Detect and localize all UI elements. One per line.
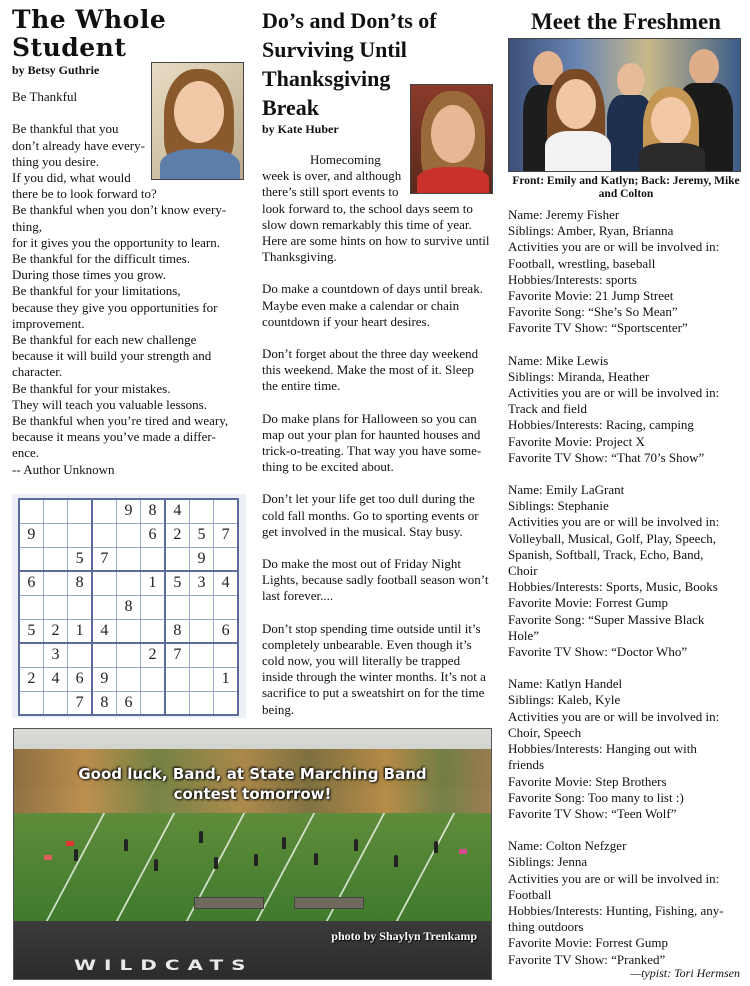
sudoku-cell: 1: [214, 667, 238, 691]
sudoku-cell: 8: [92, 691, 116, 715]
sudoku-cell: 7: [92, 547, 116, 571]
whole-student-byline: by Betsy Guthrie: [12, 63, 100, 77]
profile-line: Activities you are or will be involved in:: [508, 870, 720, 886]
band-photo-credit: photo by Shaylyn Trenkamp: [331, 929, 477, 943]
profile-line: Choir, Speech: [508, 724, 582, 740]
sudoku-cell: [116, 643, 140, 667]
sudoku-cell: 2: [19, 667, 43, 691]
typist-credit: —typist: Tori Hermsen: [630, 966, 740, 980]
sudoku-cell: 7: [68, 691, 92, 715]
intro-rest: look forward to, the school days seem to slow down remarkably this time of year. Here are some hints on how to survive until Thanksgiving.: [262, 200, 490, 265]
profile-line: Name: Mike Lewis: [508, 352, 609, 368]
band-member: [254, 854, 258, 866]
sudoku-cell: [141, 667, 165, 691]
profile-line: Favorite Movie: Project X: [508, 433, 645, 449]
band-member: [394, 855, 398, 867]
sudoku-cell: 6: [116, 691, 140, 715]
profile-line: Favorite Movie: 21 Jump Street: [508, 288, 674, 304]
sudoku-cell: [43, 499, 67, 523]
poem-line: ence.: [12, 445, 40, 461]
marching-band-photo: [13, 728, 492, 980]
profile-line: Favorite TV Show: “Teen Wolf”: [508, 805, 677, 821]
sudoku-cell: [189, 691, 213, 715]
tip-paragraph: Don’t stop spending time outside until it’s completely unbearable. Even though it’s cold now, you will literally be trapped inside through the winter months. It’s not a sacrifice to put a sweatshirt on for the time being.: [262, 620, 486, 717]
profile-line: Favorite Movie: Step Brothers: [508, 773, 667, 789]
band-caption-line-2: contest tomorrow!: [173, 785, 332, 803]
band-member: [154, 859, 158, 871]
sudoku-cell: [92, 523, 116, 547]
sudoku-cell: [116, 667, 140, 691]
poem-heading: Be Thankful: [12, 89, 78, 104]
poem-line: Be thankful for your limitations,: [12, 283, 181, 299]
freshman-profile: [508, 838, 744, 968]
sudoku-cell: 4: [92, 619, 116, 643]
sudoku-cell: 6: [214, 619, 238, 643]
color-guard-flag: [44, 855, 52, 860]
poem-line: Be thankful when you’re tired and weary,: [12, 413, 229, 429]
sudoku-cell: [68, 523, 92, 547]
poem-line: Be thankful for the difficult times.: [12, 251, 191, 267]
poem-line: because it means you’ve made a differ-: [12, 429, 216, 445]
freshman-profile: [508, 482, 744, 660]
sudoku-cell: 9: [19, 523, 43, 547]
poem-line: because it will build your strength and: [12, 348, 212, 364]
sudoku-cell: [92, 499, 116, 523]
band-member: [282, 837, 286, 849]
dos-and-donts-byline: by Kate Huber: [262, 122, 339, 136]
poem-line: character.: [12, 364, 63, 380]
sudoku-cell: 6: [141, 523, 165, 547]
sudoku-cell: [165, 691, 189, 715]
profile-line: Favorite Song: “Super Massive Black: [508, 611, 705, 627]
freshman-profile: [508, 353, 744, 466]
sudoku-cell: [165, 547, 189, 571]
sudoku-cell: [19, 499, 43, 523]
band-caption-line-1: Good luck, Band, at State Marching Band: [78, 765, 427, 783]
poem-line: thing you desire.: [12, 153, 100, 169]
poem-line: Be thankful that you: [12, 121, 119, 137]
sudoku-cell: [43, 595, 67, 619]
intro-line-1: Homecoming: [310, 152, 381, 167]
whole-student-title: The Whole Student: [12, 5, 167, 62]
profile-line: Spanish, Softball, Track, Echo, Band,: [508, 546, 704, 562]
sudoku-cell: [214, 643, 238, 667]
sudoku-cell: 4: [214, 571, 238, 595]
field-wildcats-lettering: WILDCATS: [74, 956, 254, 974]
sudoku-cell: [116, 547, 140, 571]
sudoku-cell: 1: [68, 619, 92, 643]
sudoku-cell: [165, 595, 189, 619]
sudoku-cell: 9: [116, 499, 140, 523]
sudoku-cell: [214, 547, 238, 571]
band-member: [314, 853, 318, 865]
profile-line: Favorite TV Show: “Sportscenter”: [508, 320, 688, 336]
sudoku-cell: 8: [141, 499, 165, 523]
tip-paragraph: Don’t let your life get too dull during the cold fall months. Go to sporting events or get involved in the musical. Stay busy.: [262, 491, 479, 539]
profile-line: Activities you are or will be involved in:: [508, 239, 720, 255]
sudoku-cell: [189, 643, 213, 667]
profile-line: thing outdoors: [508, 919, 584, 935]
sudoku-cell: 7: [165, 643, 189, 667]
sudoku-cell: [189, 619, 213, 643]
sudoku-cell: 6: [68, 667, 92, 691]
sudoku-cell: [141, 619, 165, 643]
sudoku-grid: [18, 498, 239, 716]
band-member: [354, 839, 358, 851]
band-member: [124, 839, 128, 851]
sudoku-cell: [68, 499, 92, 523]
band-member: [214, 857, 218, 869]
profile-line: Hobbies/Interests: Sports, Music, Books: [508, 579, 718, 595]
sudoku-cell: [116, 619, 140, 643]
profile-line: Hobbies/Interests: sports: [508, 271, 637, 287]
sudoku-cell: 4: [165, 499, 189, 523]
profile-line: Siblings: Stephanie: [508, 498, 609, 514]
poem-line: During those times you grow.: [12, 267, 167, 283]
sudoku-cell: 5: [165, 571, 189, 595]
poem-line: Be thankful for each new challenge: [12, 332, 197, 348]
profile-line: Favorite TV Show: “That 70’s Show”: [508, 449, 705, 465]
profile-line: Favorite TV Show: “Doctor Who”: [508, 644, 688, 660]
sudoku-cell: [141, 547, 165, 571]
sudoku-cell: [43, 547, 67, 571]
profile-line: Name: Jeremy Fisher: [508, 207, 620, 222]
bleacher: [294, 897, 364, 909]
freshmen-profiles: [508, 207, 744, 968]
sudoku-cell: 3: [189, 571, 213, 595]
tip-paragraph: Do make a countdown of days until break. Maybe even make a calendar or chain countdown if your heart desires.: [262, 281, 483, 329]
profile-line: Name: Emily LaGrant: [508, 482, 625, 498]
sudoku-cell: 8: [165, 619, 189, 643]
sudoku-cell: [19, 547, 43, 571]
sudoku-cell: [189, 499, 213, 523]
poem-line: don’t already have every-: [12, 137, 145, 153]
sudoku-cell: [43, 571, 67, 595]
sudoku-cell: 1: [141, 571, 165, 595]
meet-freshmen-title: Meet the Freshmen: [531, 9, 721, 34]
sudoku-cell: 9: [189, 547, 213, 571]
profile-line: Favorite Movie: Forrest Gump: [508, 935, 668, 951]
sudoku-cell: 8: [116, 595, 140, 619]
freshman-profile: [508, 207, 744, 337]
profile-line: Favorite Song: “She’s So Mean”: [508, 304, 678, 320]
sudoku-cell: [141, 595, 165, 619]
profile-line: Siblings: Kaleb, Kyle: [508, 692, 621, 708]
profile-line: Favorite Song: Too many to list :): [508, 789, 684, 805]
freshmen-photo-caption: Front: Emily and Katlyn; Back: Jeremy, Mike and Colton: [512, 175, 740, 200]
poem-line: improvement.: [12, 315, 85, 331]
sudoku-cell: 9: [92, 667, 116, 691]
profile-line: Football, wrestling, baseball: [508, 255, 656, 271]
bleacher: [194, 897, 264, 909]
sudoku-cell: 2: [43, 619, 67, 643]
sudoku-cell: [189, 595, 213, 619]
profile-line: Name: Katlyn Handel: [508, 676, 623, 692]
sudoku-cell: [92, 571, 116, 595]
poem-line: Be thankful for your mistakes.: [12, 380, 171, 396]
sudoku-cell: [214, 499, 238, 523]
sudoku-cell: 2: [165, 523, 189, 547]
freshmen-group-photo: [508, 38, 741, 172]
band-photo-trees: [14, 749, 491, 819]
dos-and-donts-title-text: Do’s and Don’ts of Surviving Until Thanksgiving Break: [262, 8, 437, 120]
sudoku-cell: [214, 595, 238, 619]
sudoku-cell: [92, 643, 116, 667]
intro-line-3: there’s still sport events to: [262, 184, 399, 200]
sudoku-cell: 5: [68, 547, 92, 571]
sudoku-cell: [19, 691, 43, 715]
betsy-guthrie-photo: [151, 62, 244, 180]
poem-line: for it gives you the opportunity to learn.: [12, 234, 220, 250]
profile-line: Volleyball, Musical, Golf, Play, Speech,: [508, 530, 716, 546]
sudoku-cell: 6: [19, 571, 43, 595]
poem-line: -- Author Unknown: [12, 461, 115, 477]
sudoku-cell: 3: [43, 643, 67, 667]
poem-line: because they give you opportunities for: [12, 299, 218, 315]
tip-paragraph: Do make plans for Halloween so you can map out your plan for haunted houses and trick-o-treating. That way you have some- thing to be excited about.: [262, 410, 482, 475]
profile-line: Hobbies/Interests: Hanging out with: [508, 741, 697, 757]
sudoku-cell: [116, 571, 140, 595]
band-member: [199, 831, 203, 843]
profile-line: Siblings: Amber, Ryan, Brianna: [508, 223, 674, 239]
sudoku-puzzle: [12, 494, 246, 718]
sudoku-cell: 7: [214, 523, 238, 547]
profile-line: Hole”: [508, 627, 540, 643]
color-guard-flag: [459, 849, 467, 854]
color-guard-flag: [66, 841, 74, 846]
sudoku-cell: [92, 595, 116, 619]
profile-line: Name: Colton Nefzger: [508, 838, 627, 854]
sudoku-cell: [189, 667, 213, 691]
tips-list: [262, 281, 492, 717]
sudoku-cell: [19, 643, 43, 667]
profile-line: Activities you are or will be involved in:: [508, 385, 720, 401]
profile-line: Football: [508, 886, 552, 902]
profile-line: Favorite Movie: Forrest Gump: [508, 595, 668, 611]
sudoku-cell: [43, 523, 67, 547]
poem-line: If you did, what would: [12, 170, 131, 185]
profile-line: Siblings: Jenna: [508, 854, 588, 870]
sudoku-cell: [165, 667, 189, 691]
meet-freshmen-column: [508, 0, 744, 984]
poem-line: Be thankful when you don’t know every-: [12, 202, 227, 218]
profile-line: Activities you are or will be involved in:: [508, 708, 720, 724]
poem-line: They will teach you valuable lessons.: [12, 396, 207, 412]
sudoku-cell: [43, 691, 67, 715]
sudoku-cell: 4: [43, 667, 67, 691]
sudoku-cell: [116, 523, 140, 547]
intro-line-2: week is over, and although: [262, 168, 402, 184]
profile-line: Activities you are or will be involved in:: [508, 514, 720, 530]
profile-line: Track and field: [508, 401, 587, 417]
band-member: [74, 849, 78, 861]
sudoku-cell: [214, 691, 238, 715]
sudoku-cell: 2: [141, 643, 165, 667]
profile-line: Hobbies/Interests: Racing, camping: [508, 417, 694, 433]
profile-line: Choir: [508, 563, 538, 579]
band-member: [434, 841, 438, 853]
sudoku-cell: [68, 643, 92, 667]
poem-line: thing,: [12, 218, 42, 234]
profile-line: Hobbies/Interests: Hunting, Fishing, any-: [508, 902, 724, 918]
sudoku-cell: [68, 595, 92, 619]
sudoku-cell: 5: [19, 619, 43, 643]
sudoku-cell: 8: [68, 571, 92, 595]
profile-line: Favorite TV Show: “Pranked”: [508, 951, 666, 967]
poem-line: there be to look forward to?: [12, 186, 157, 202]
profile-line: friends: [508, 757, 545, 773]
kate-huber-photo: [410, 84, 493, 194]
tip-paragraph: Don’t forget about the three day weekend this weekend. Make the most of it. Sleep the entire time.: [262, 346, 479, 394]
profile-line: Siblings: Miranda, Heather: [508, 368, 650, 384]
sudoku-cell: [141, 691, 165, 715]
sudoku-cell: 5: [189, 523, 213, 547]
tip-paragraph: Do make the most out of Friday Night Lights, because sadly football season won’t last forever....: [262, 556, 489, 604]
freshman-profile: [508, 676, 744, 822]
sudoku-cell: [19, 595, 43, 619]
